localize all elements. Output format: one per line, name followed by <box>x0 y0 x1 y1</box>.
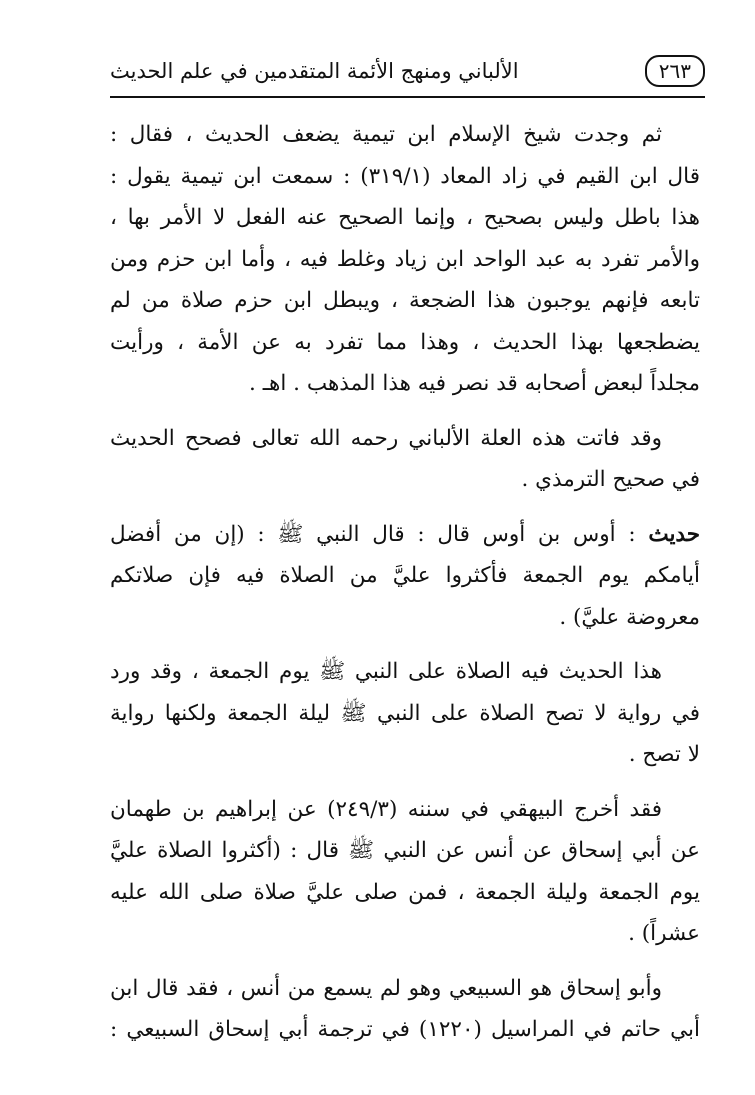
text-line: معروضة عليَّ) . <box>559 604 700 630</box>
text-line <box>110 514 700 556</box>
header-rule <box>110 96 705 98</box>
text-line: والأمر تفرد به عبد الواحد ابن زياد وغلط فيه ، وأما ابن حزم ومن <box>110 246 700 272</box>
hadith-term: حديث <box>648 521 700 547</box>
text-line: أيامكم يوم الجمعة فأكثروا عليَّ من الصلاة فيه فإن صلاتكم <box>110 563 700 588</box>
text-line: أبي حاتم في المراسيل (١٢٢٠) في ترجمة أبي إسحاق السبيعي : <box>110 1017 700 1042</box>
text-line: هذا باطل وليس بصحيح ، وإنما الصحيح عنه الفعل لا الأمر بها ، <box>110 205 700 230</box>
text-line: عشراً) . <box>628 921 700 946</box>
text-line: وقد فاتت هذه العلة الألباني رحمه الله تعالى فصحح الحديث <box>110 425 662 451</box>
page-body <box>110 114 700 1064</box>
text-line: تابعه فإنهم يوجبون هذا الضجعة ، ويبطل ابن حزم صلاة من لم <box>110 288 700 313</box>
paragraph-2 <box>110 418 700 501</box>
text-line: في صحيح الترمذي . <box>521 467 700 492</box>
page-number: ٢٦٣ <box>645 55 705 87</box>
text-line: يضطجعها بهذا الحديث ، وهذا مما تفرد به عن الأمة ، ورأيت <box>110 329 700 355</box>
text-line: عن أبي إسحاق عن أنس عن النبي ﷺ قال : (أكثروا الصلاة عليَّ <box>110 838 700 863</box>
page-header <box>110 48 705 94</box>
paragraph-4 <box>110 651 700 776</box>
text-segment: : أوس بن أوس قال : قال النبي ﷺ : (إن من أفضل <box>110 521 636 547</box>
text-line: يوم الجمعة وليلة الجمعة ، فمن صلى عليَّ صلاة صلى الله عليه <box>110 879 700 905</box>
text-line: ثم وجدت شيخ الإسلام ابن تيمية يضعف الحديث ، فقال : <box>110 122 662 147</box>
paragraph-3 <box>110 514 700 639</box>
text-line: هذا الحديث فيه الصلاة على النبي ﷺ يوم الجمعة ، وقد ورد <box>110 659 662 684</box>
paragraph-1 <box>110 114 700 405</box>
text-line: قال ابن القيم في زاد المعاد (٣١٩/١) : سمعت ابن تيمية يقول : <box>110 163 700 189</box>
paragraph-6 <box>110 968 700 1051</box>
paragraph-5 <box>110 789 700 955</box>
running-title: الألباني ومنهج الأئمة المتقدمين في علم الحديث <box>110 59 519 83</box>
text-line: وأبو إسحاق هو السبيعي وهو لم يسمع من أنس ، فقد قال ابن <box>110 975 662 1001</box>
text-line: فقد أخرج البيهقي في سننه (٢٤٩/٣) عن إبراهيم بن طهمان <box>110 796 662 822</box>
text-line: مجلداً لبعض أصحابه قد نصر فيه هذا المذهب . اهـ . <box>249 371 700 396</box>
text-line: في رواية لا تصح الصلاة على النبي ﷺ ليلة الجمعة ولكنها رواية <box>110 700 700 726</box>
text-line: لا تصح . <box>628 742 700 767</box>
